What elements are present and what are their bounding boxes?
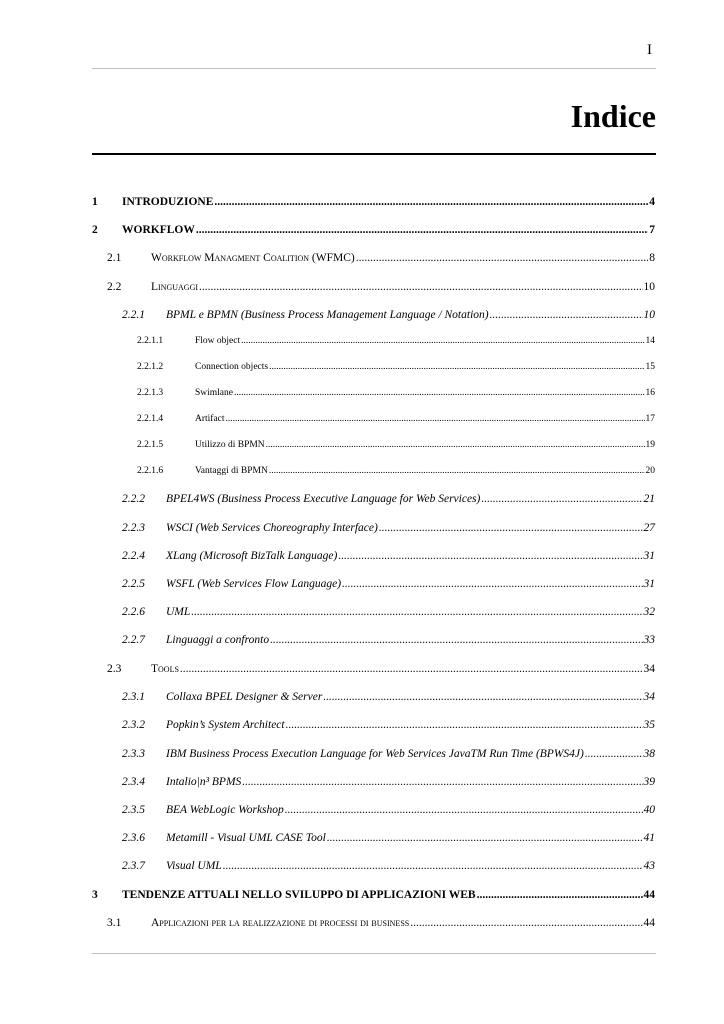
toc-entry-title: BPEL4WS (Business Process Executive Language for Web Services) <box>166 493 481 505</box>
dot-leader <box>286 720 643 732</box>
toc-entry-number: 3 <box>92 889 98 901</box>
toc-entry-page: 34 <box>643 691 655 703</box>
toc-entry-page: 44 <box>643 917 655 929</box>
toc-entry-title: INTRODUZIONE <box>122 196 214 208</box>
toc-entry-page: 40 <box>643 804 655 816</box>
toc-entry-number: 2.3.2 <box>122 719 145 731</box>
dot-leader <box>323 692 642 704</box>
toc-entry-number: 2.3.6 <box>122 832 145 844</box>
dot-leader <box>379 523 643 535</box>
toc-entry-number: 2.2.1.4 <box>137 414 164 424</box>
toc-entry-page: 20 <box>645 466 655 476</box>
toc-entry-number: 2.2.3 <box>122 522 145 534</box>
dot-leader <box>269 363 644 373</box>
dot-leader <box>191 607 642 619</box>
dot-leader <box>242 777 642 789</box>
toc-entry-number: 2.3.7 <box>122 860 145 872</box>
dot-leader <box>585 749 643 761</box>
dot-leader <box>226 415 645 425</box>
toc-entry-number: 2.3.1 <box>122 691 145 703</box>
toc-entry-title: Linguaggi a confronto <box>166 634 270 646</box>
page-number: I <box>647 42 652 58</box>
dot-leader <box>356 253 649 265</box>
toc-entry-page: 27 <box>643 522 655 534</box>
toc-entry-title: Utilizzo di BPMN <box>195 440 265 450</box>
toc-entry-page: 39 <box>643 776 655 788</box>
dot-leader <box>223 861 643 873</box>
toc-entry-page: 15 <box>645 362 655 372</box>
dot-leader <box>196 225 648 237</box>
toc-entry-page: 31 <box>643 550 655 562</box>
dot-leader <box>285 805 643 817</box>
toc-entry-number: 2.2.4 <box>122 550 145 562</box>
toc-entry-page: 17 <box>645 414 655 424</box>
page-title: Indice <box>570 98 656 134</box>
toc-entry-number: 2.3 <box>107 663 122 675</box>
toc-entry-number: 2 <box>92 224 98 236</box>
toc-entry-page: 43 <box>643 860 655 872</box>
toc-entry-number: 2.3.3 <box>122 748 145 760</box>
toc-entry-title: Metamill - Visual UML CASE Tool <box>166 832 326 844</box>
toc-entry-title: XLang (Microsoft BizTalk Language) <box>166 550 338 562</box>
toc-entry-title: Tools <box>151 663 179 675</box>
toc-entry-page: 10 <box>643 309 655 321</box>
toc-entry-number: 2.2.1 <box>122 309 145 321</box>
toc-entry-title: Popkin’s System Architect <box>166 719 285 731</box>
dot-leader <box>269 467 645 477</box>
toc-entry-page: 32 <box>643 606 655 618</box>
top-rule <box>92 68 656 69</box>
toc-entry-number: 2.2.1.3 <box>137 388 164 398</box>
toc-entry-title: Linguaggi <box>151 281 199 293</box>
toc-entry-title: Intalio|n³ BPMS <box>166 776 242 788</box>
toc-entry-title: TENDENZE ATTUALI NELLO SVILUPPO DI APPLICAZIONI WEB <box>122 889 476 901</box>
toc-entry-page: 31 <box>643 578 655 590</box>
toc-entry-page: 14 <box>645 336 655 346</box>
toc-entry-number: 2.2.5 <box>122 578 145 590</box>
toc-entry-number: 2.2.7 <box>122 634 145 646</box>
toc-entry-title: Visual UML <box>166 860 222 872</box>
dot-leader <box>410 918 642 930</box>
dot-leader <box>481 494 642 506</box>
toc-entry-number: 2.2.1.1 <box>137 336 164 346</box>
toc-entry-page: 35 <box>643 719 655 731</box>
toc-entry-number: 2.2.1.5 <box>137 440 164 450</box>
toc-entry-title: WSCI (Web Services Choreography Interface) <box>166 522 378 534</box>
dot-leader <box>266 441 645 451</box>
toc-entry-title: BEA WebLogic Workshop <box>166 804 284 816</box>
toc-entry-number: 2.2.6 <box>122 606 145 618</box>
toc-entry-page: 34 <box>643 663 655 675</box>
toc-entry-number: 2.2.1.6 <box>137 466 164 476</box>
toc-entry-title: BPML e BPMN (Business Process Management Language / Notation) <box>166 309 489 321</box>
title-rule <box>92 153 656 155</box>
toc-entry-title: Artifact <box>195 414 225 424</box>
dot-leader <box>234 389 645 399</box>
toc-entry-title: Swimlane <box>195 388 233 398</box>
dot-leader <box>338 551 642 563</box>
dot-leader <box>270 635 642 647</box>
toc-entry-title: Workflow Managment Coalition (WFMC) <box>151 252 355 264</box>
toc-entry-page: 8 <box>649 252 655 264</box>
toc-entry-page: 4 <box>649 196 655 208</box>
toc-entry-page: 44 <box>643 889 655 901</box>
toc-entry-number: 2.3.5 <box>122 804 145 816</box>
dot-leader <box>199 282 642 294</box>
toc-entry-page: 21 <box>643 493 655 505</box>
toc-entry-title: WSFL (Web Services Flow Language) <box>166 578 342 590</box>
toc-entry-title: Collaxa BPEL Designer & Server <box>166 691 323 703</box>
dot-leader <box>180 664 643 676</box>
dot-leader <box>490 310 643 322</box>
toc-entry-title: Flow object <box>195 336 241 346</box>
toc-entry-page: 7 <box>649 224 655 236</box>
toc-entry-number: 3.1 <box>107 917 122 929</box>
toc-entry-number: 1 <box>92 196 98 208</box>
toc-entry-title: WORKFLOW <box>122 224 195 236</box>
dot-leader <box>477 890 643 902</box>
toc-entry-title: IBM Business Process Execution Language for Web Services JavaTM Run Time (BPWS4J) <box>166 748 584 760</box>
toc-entry-title: UML <box>166 606 191 618</box>
toc-entry-title: Connection objects <box>195 362 269 372</box>
dot-leader <box>241 337 644 347</box>
toc-entry-number: 2.2.1.2 <box>137 362 164 372</box>
dot-leader <box>342 579 642 591</box>
toc-entry-page: 38 <box>643 748 655 760</box>
toc-entry-page: 16 <box>645 388 655 398</box>
dot-leader <box>327 833 643 845</box>
toc-entry-title: Applicazioni per la realizzazione di processi di business <box>151 917 410 929</box>
toc-entry-page: 10 <box>643 281 655 293</box>
toc-entry-page: 41 <box>643 832 655 844</box>
toc-entry-title: Vantaggi di BPMN <box>195 466 268 476</box>
toc-entry-number: 2.2.2 <box>122 493 145 505</box>
toc-entry-number: 2.3.4 <box>122 776 145 788</box>
bottom-rule <box>92 953 656 954</box>
toc-entry-number: 2.2 <box>107 281 122 293</box>
dot-leader <box>214 197 648 209</box>
toc-entry-number: 2.1 <box>107 252 122 264</box>
toc-entry-page: 19 <box>645 440 655 450</box>
toc-entry-page: 33 <box>643 634 655 646</box>
